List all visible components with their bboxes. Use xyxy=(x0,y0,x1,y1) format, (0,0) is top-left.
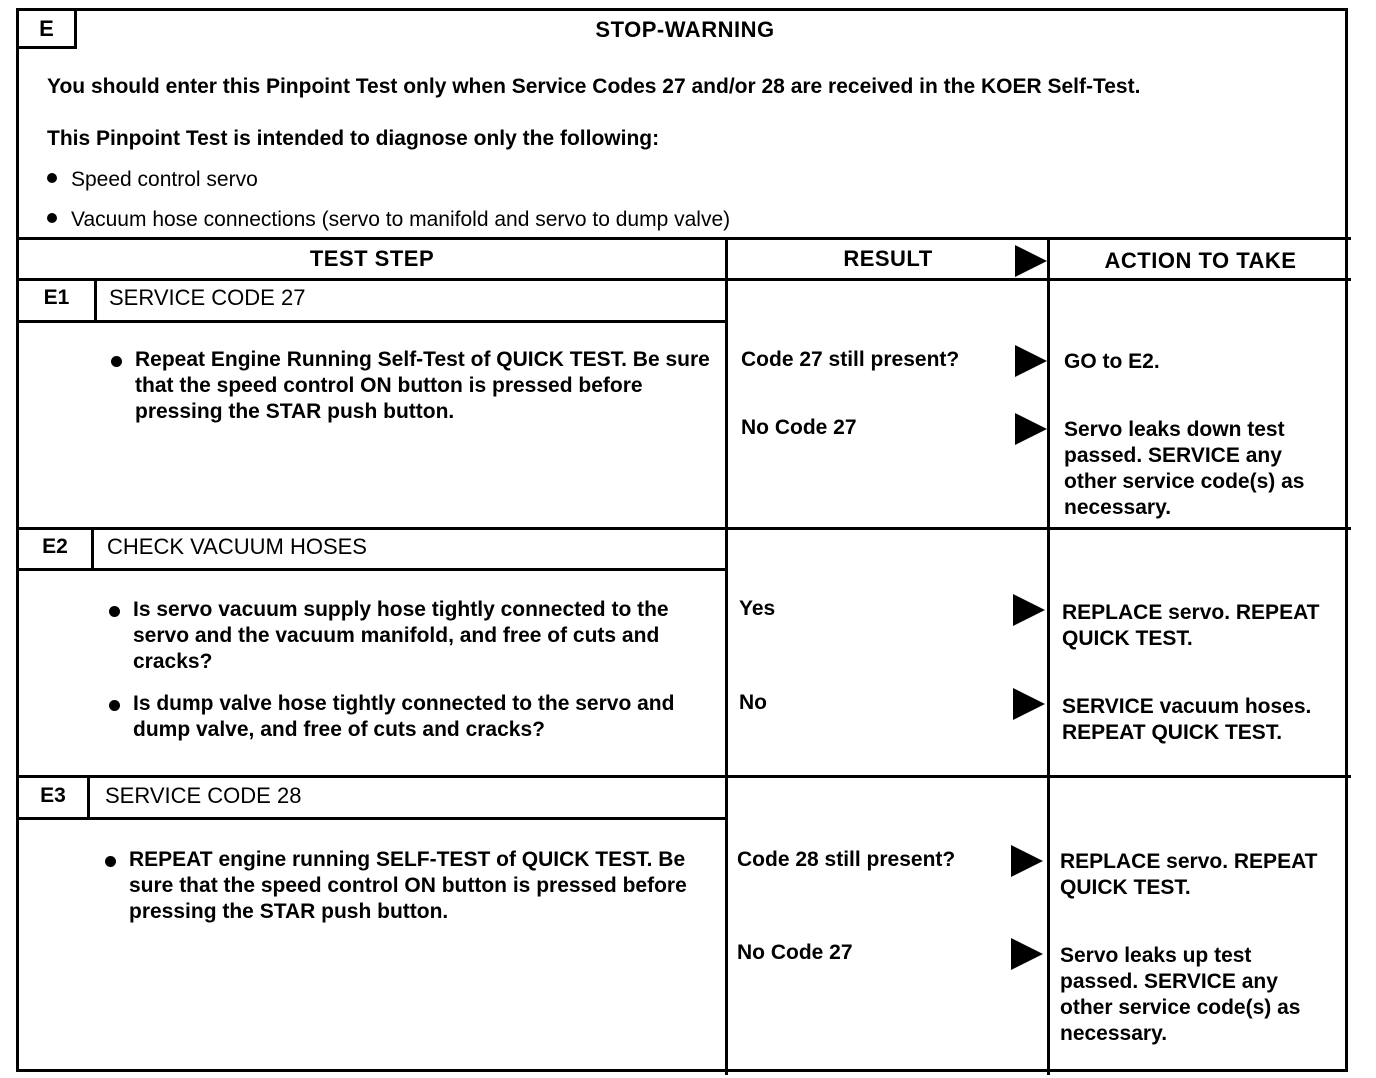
column-divider xyxy=(725,237,728,1075)
result-text: Code 27 still present? xyxy=(741,348,960,371)
arrow-icon xyxy=(1015,413,1047,445)
step-title-e3: SERVICE CODE 28 xyxy=(105,783,302,808)
intro-text: You should enter this Pinpoint Test only when Service Codes 27 and/or 28 are received in the KOER Self-Test. xyxy=(47,75,1141,98)
result-text: Code 28 still present? xyxy=(737,848,956,871)
bullet-icon xyxy=(109,606,120,617)
step-id-divider xyxy=(91,527,94,569)
action-text: GO to E2. xyxy=(1064,350,1160,373)
result-text: No xyxy=(739,691,767,714)
action-text: REPLACE servo. REPEAT QUICK TEST. xyxy=(1060,850,1318,899)
arrow-icon xyxy=(1015,245,1047,277)
result-text: No Code 27 xyxy=(741,416,857,439)
step-bullet: Repeat Engine Running Self-Test of QUICK TEST. Be sure that the speed control ON button is pressed before pressing the STAR push button. xyxy=(135,347,715,425)
result-text: No Code 27 xyxy=(737,941,853,964)
diagnose-item: Speed control servo xyxy=(47,166,258,193)
action-text: Servo leaks up test passed. SERVICE any other service code(s) as necessary. xyxy=(1060,944,1301,1045)
arrow-icon xyxy=(1011,938,1043,970)
arrow-icon xyxy=(1013,688,1045,720)
column-header-test-step: TEST STEP xyxy=(309,246,435,271)
bullet-icon xyxy=(105,856,116,867)
divider xyxy=(19,817,725,820)
action-text: REPLACE servo. REPEAT QUICK TEST. xyxy=(1062,601,1320,650)
bullet-icon xyxy=(111,356,122,367)
bullet-icon xyxy=(47,173,57,183)
page-title: STOP-WARNING xyxy=(595,17,775,42)
divider xyxy=(19,237,1351,240)
result-text: Yes xyxy=(739,597,776,620)
bullet-icon xyxy=(109,700,120,711)
step-title-e2: CHECK VACUUM HOSES xyxy=(107,534,367,559)
diagnose-intro: This Pinpoint Test is intended to diagnose only the following: xyxy=(47,127,660,150)
divider xyxy=(19,568,725,571)
step-id-e1: E1 xyxy=(43,286,70,309)
step-bullet: Is dump valve hose tightly connected to the servo and dump valve, and free of cuts and cracks? xyxy=(133,691,713,743)
step-bullet: Is servo vacuum supply hose tightly connected to the servo and the vacuum manifold, and free of cuts and cracks? xyxy=(133,597,713,675)
divider xyxy=(19,527,1351,530)
step-title-e1: SERVICE CODE 27 xyxy=(109,285,306,310)
divider xyxy=(19,278,1351,281)
column-header-action: ACTION TO TAKE xyxy=(1104,248,1297,273)
arrow-icon xyxy=(1013,594,1045,626)
column-header-result: RESULT xyxy=(843,246,933,271)
action-text: SERVICE vacuum hoses. REPEAT QUICK TEST. xyxy=(1062,695,1312,744)
step-id-e3: E3 xyxy=(40,784,66,807)
step-id-e2: E2 xyxy=(42,535,68,558)
step-id-divider xyxy=(94,278,97,320)
arrow-icon xyxy=(1011,845,1043,877)
divider xyxy=(19,320,725,323)
step-id-divider xyxy=(87,775,90,817)
column-divider xyxy=(1047,237,1050,1075)
diagnose-item: Vacuum hose connections (servo to manifold and servo to dump valve) xyxy=(47,206,730,233)
pinpoint-test-sheet xyxy=(16,8,1348,1072)
section-id-box: E xyxy=(19,11,77,49)
arrow-icon xyxy=(1015,345,1047,377)
action-text: Servo leaks down test passed. SERVICE any other service code(s) as necessary. xyxy=(1064,418,1305,519)
bullet-icon xyxy=(47,213,57,223)
step-bullet: REPEAT engine running SELF-TEST of QUICK TEST. Be sure that the speed control ON button is pressed before pressing the STAR push button. xyxy=(129,847,709,925)
divider xyxy=(19,775,1351,778)
